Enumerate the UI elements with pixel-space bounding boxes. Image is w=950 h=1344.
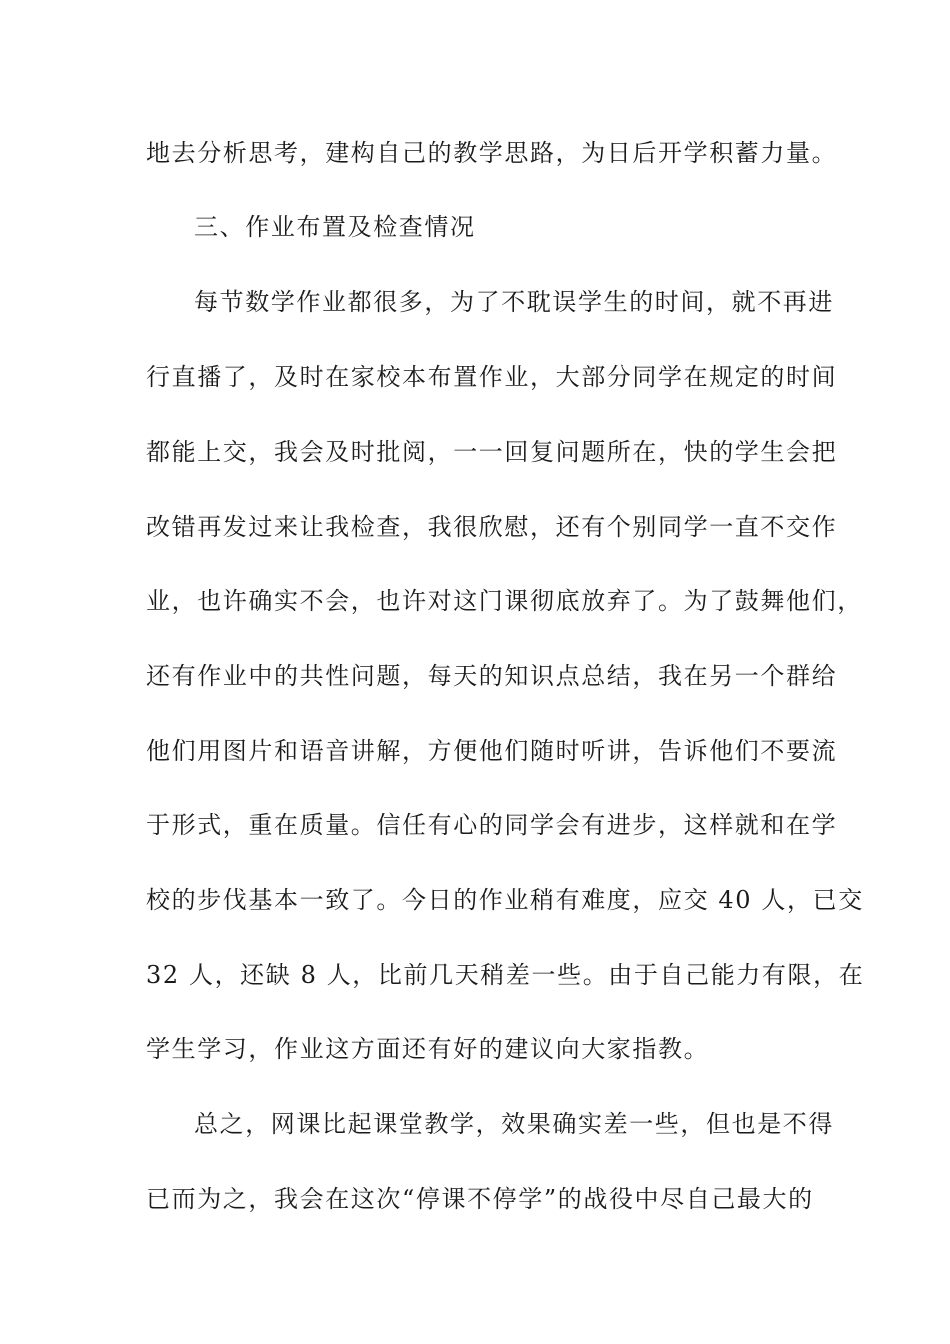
- paragraph-line: 还有作业中的共性问题，每天的知识点总结，我在另一个群给: [146, 662, 838, 690]
- paragraph-line: 业，也许确实不会，也许对这门课彻底放弃了。为了鼓舞他们，: [146, 587, 863, 615]
- paragraph-line: 行直播了，及时在家校本布置作业，大部分同学在规定的时间: [146, 363, 838, 391]
- paragraph-line: 都能上交，我会及时批阅，一一回复问题所在，快的学生会把: [146, 438, 838, 466]
- paragraph-line: 已而为之，我会在这次“停课不停学”的战役中尽自己最大的: [146, 1185, 814, 1213]
- paragraph-line: 于形式，重在质量。信任有心的同学会有进步，这样就和在学: [146, 811, 838, 839]
- paragraph-line: 他们用图片和语音讲解，方便他们随时听讲，告诉他们不要流: [146, 737, 838, 765]
- paragraph-line: 改错再发过来让我检查，我很欣慰，还有个别同学一直不交作: [146, 513, 838, 541]
- paragraph-line: 校的步伐基本一致了。今日的作业稍有难度，应交 40 人，已交: [146, 886, 864, 914]
- paragraph-line: 每节数学作业都很多，为了不耽误学生的时间，就不再进: [194, 288, 834, 316]
- paragraph-line: 地去分析思考，建构自己的教学思路，为日后开学积蓄力量。: [146, 139, 838, 167]
- paragraph-line: 学生学习，作业这方面还有好的建议向大家指教。: [146, 1035, 710, 1063]
- paragraph-line: 总之，网课比起课堂教学，效果确实差一些，但也是不得: [194, 1110, 834, 1138]
- paragraph-line: 32 人，还缺 8 人，比前几天稍差一些。由于自己能力有限，在: [146, 961, 865, 989]
- section-heading: 三、作业布置及检查情况: [194, 213, 476, 241]
